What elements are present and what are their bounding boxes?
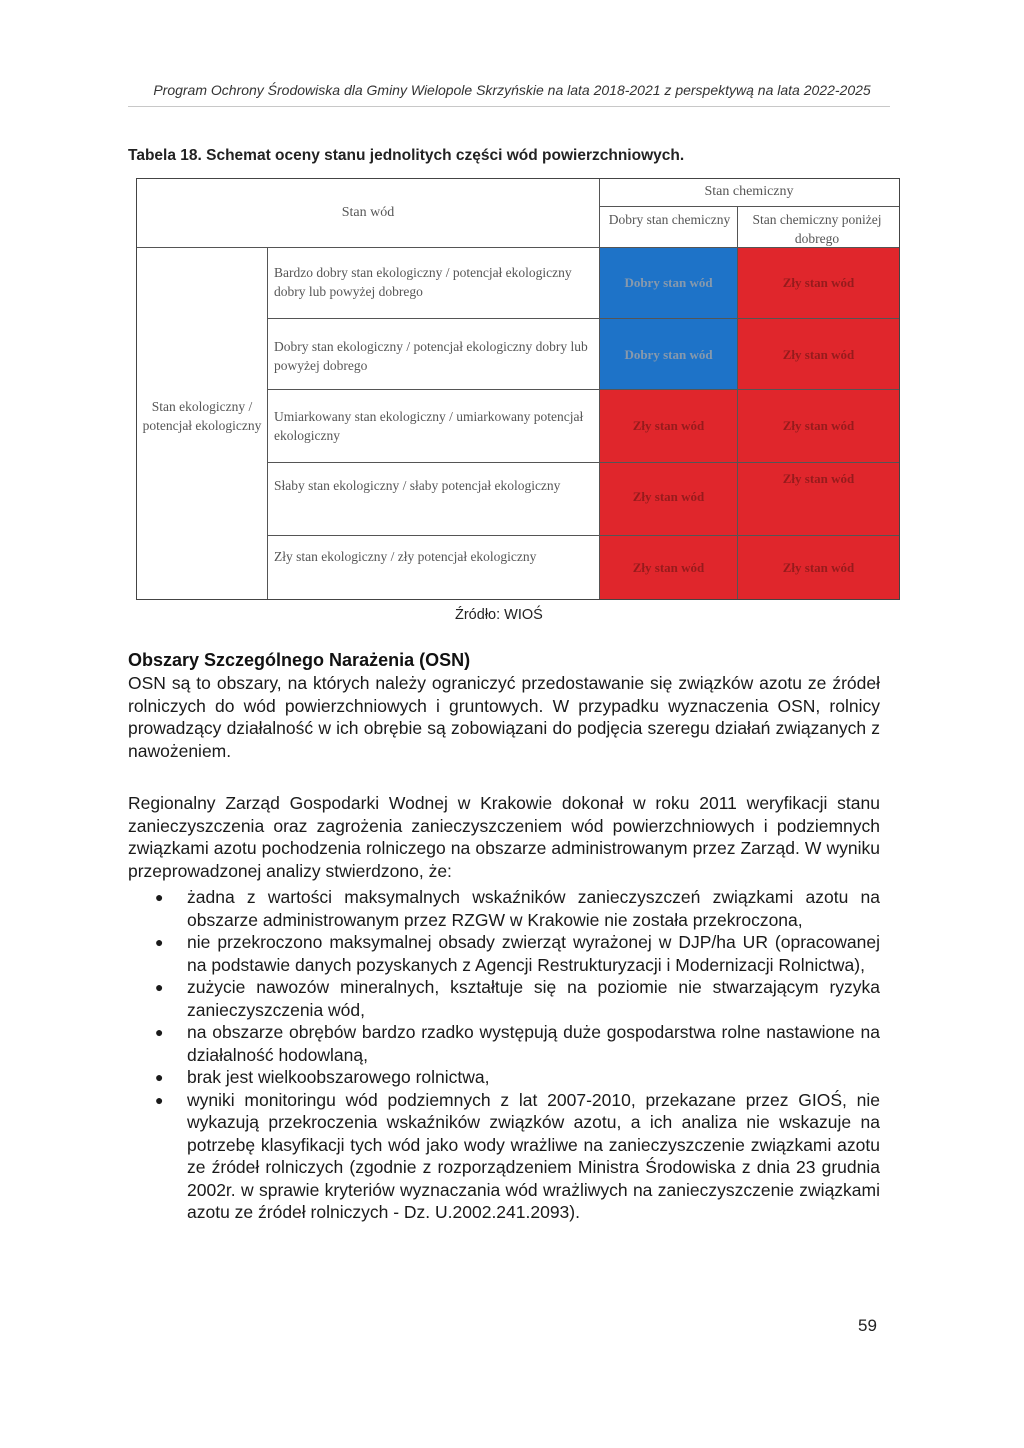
header-divider xyxy=(128,106,890,107)
row-label-good: Dobry stan ekologiczny / potencjał ekologiczny dobry lub powyżej dobrego xyxy=(274,339,588,373)
list-item xyxy=(128,886,880,931)
cell-row5-chem-good xyxy=(600,536,737,599)
cell-row3-chem-good-text: Zły stan wód xyxy=(632,418,705,433)
chem-header-divider xyxy=(599,206,899,207)
list-item-text: nie przekroczono maksymalnej obsady zwierząt wyrażonej w DJP/ha UR (opracowanej na podstawie danych pozyskanych z Agencji Restrukturyzacji i Modernizacji Rolnictwa), xyxy=(187,932,880,975)
cell-row4-chem-good-text: Zły stan wód xyxy=(632,489,705,504)
table-source: Źródło: WIOŚ xyxy=(455,607,543,623)
cell-row2-chem-good xyxy=(600,319,737,389)
list-item xyxy=(128,1089,880,1224)
stan-wod-header: Stan wód xyxy=(341,205,395,220)
list-item xyxy=(128,1021,880,1066)
chem-bad-header: Stan chemiczny poniżej dobrego xyxy=(752,212,882,246)
chem-good-header: Dobry stan chemiczny xyxy=(608,212,731,227)
cell-row1-chem-bad xyxy=(738,248,899,318)
stan-chemiczny-header: Stan chemiczny xyxy=(704,184,794,199)
list-item xyxy=(128,976,880,1021)
page-number: 59 xyxy=(858,1316,877,1335)
cell-row4-chem-good xyxy=(600,463,737,535)
osn-paragraph: OSN są to obszary, na których należy ograniczyć przedostawanie się związków azotu ze źródeł rolniczych do wód powierzchniowych i gruntowych. W przypadku wyznaczenia OSN, rolnicy prowadzący działalność w ich obrębie są zobowiązani do podjęcia szeregu działań związanych z nawożeniem. xyxy=(128,673,880,761)
osn-section-title: Obszary Szczególnego Narażenia (OSN) xyxy=(128,650,471,670)
cell-row1-chem-good-text: Dobry stan wód xyxy=(624,275,713,290)
cell-row5-chem-bad-text: Zły stan wód xyxy=(782,560,855,575)
cell-row1-chem-bad-text: Zły stan wód xyxy=(782,275,855,290)
cell-row5-chem-bad xyxy=(738,536,899,599)
list-item xyxy=(128,1066,880,1089)
bullet-icon: ● xyxy=(155,1069,164,1085)
cell-row3-chem-bad xyxy=(738,390,899,462)
cell-row2-chem-bad-text: Zły stan wód xyxy=(782,347,855,362)
water-status-scheme-table xyxy=(136,178,900,600)
bullet-icon: ● xyxy=(155,934,164,950)
row-label-bad: Zły stan ekologiczny / zły potencjał ekologiczny xyxy=(274,549,537,564)
cell-row5-chem-good-text: Zły stan wód xyxy=(632,560,705,575)
table-caption: Tabela 18. Schemat oceny stanu jednolitych części wód powierzchniowych. xyxy=(128,147,685,164)
row-label-very-good: Bardzo dobry stan ekologiczny / potencjał ekologiczny dobry lub powyżej dobrego xyxy=(274,265,572,299)
eco-status-label: Stan ekologiczny / potencjał ekologiczny xyxy=(142,399,262,433)
rzgw-paragraph: Regionalny Zarząd Gospodarki Wodnej w Krakowie dokonał w roku 2011 weryfikacji stanu zanieczyszczenia oraz zagrożenia zanieczyszczeniem wód powierzchniowych i podziemnych związkami azotu pochodzenia rolniczego na obszarze administrowanym przez Zarząd. W wyniku przeprowadzonej analizy stwierdzono, że: xyxy=(128,793,880,881)
bullet-icon: ● xyxy=(155,1024,164,1040)
cell-row2-chem-bad xyxy=(738,319,899,389)
row-label-poor: Słaby stan ekologiczny / słaby potencjał ekologiczny xyxy=(274,478,561,493)
list-item-text: wyniki monitoringu wód podziemnych z lat 2007-2010, przekazane przez GIOŚ, nie wykazują przekroczenia wskaźników związków azotu, a ich analiza nie wskazuje na potrzebę klasyfikacji tych wód jako wody wrażliwe na zanieczyszczenie związkami azotu ze źródeł rolniczych (zgodnie z rozporządzeniem Ministra Środowiska z dnia 23 grudnia 2002r. w sprawie kryteriów wyznaczania wód wrażliwych na zanieczyszczenie związkami azotu ze źródeł rolniczych - Dz. U.2002.241.2093). xyxy=(187,1089,880,1222)
findings-list xyxy=(128,886,880,1224)
bullet-icon: ● xyxy=(155,979,164,995)
list-item-text: brak jest wielkoobszarowego rolnictwa, xyxy=(187,1067,490,1087)
list-item-text: na obszarze obrębów bardzo rzadko występują duże gospodarstwa rolne nastawione na działalność hodowlaną, xyxy=(187,1022,880,1065)
list-item-text: żadna z wartości maksymalnych wskaźników zanieczyszczeń związkami azotu na obszarze administrowanym przez RZGW w Krakowie nie została przekroczona, xyxy=(187,887,880,930)
cell-row4-chem-bad-text: Zły stan wód xyxy=(782,471,855,486)
cell-row3-chem-good xyxy=(600,390,737,462)
cell-row2-chem-good-text: Dobry stan wód xyxy=(624,347,713,362)
cell-row1-chem-good xyxy=(600,248,737,318)
list-item-text: zużycie nawozów mineralnych, kształtuje się na poziomie nie stwarzającym ryzyka zanieczyszczenia wód, xyxy=(187,977,880,1020)
cell-row3-chem-bad-text: Zły stan wód xyxy=(782,418,855,433)
vertical-divider-0 xyxy=(267,247,268,599)
bullet-icon: ● xyxy=(155,1091,164,1108)
row-label-moderate: Umiarkowany stan ekologiczny / umiarkowany potencjał ekologiczny xyxy=(274,409,584,443)
document-header: Program Ochrony Środowiska dla Gminy Wielopole Skrzyńskie na lata 2018-2021 z perspektywą na lata 2022-2025 xyxy=(153,82,871,98)
bullet-icon: ● xyxy=(155,889,164,905)
cell-row4-chem-bad xyxy=(738,463,899,535)
list-item xyxy=(128,931,880,976)
